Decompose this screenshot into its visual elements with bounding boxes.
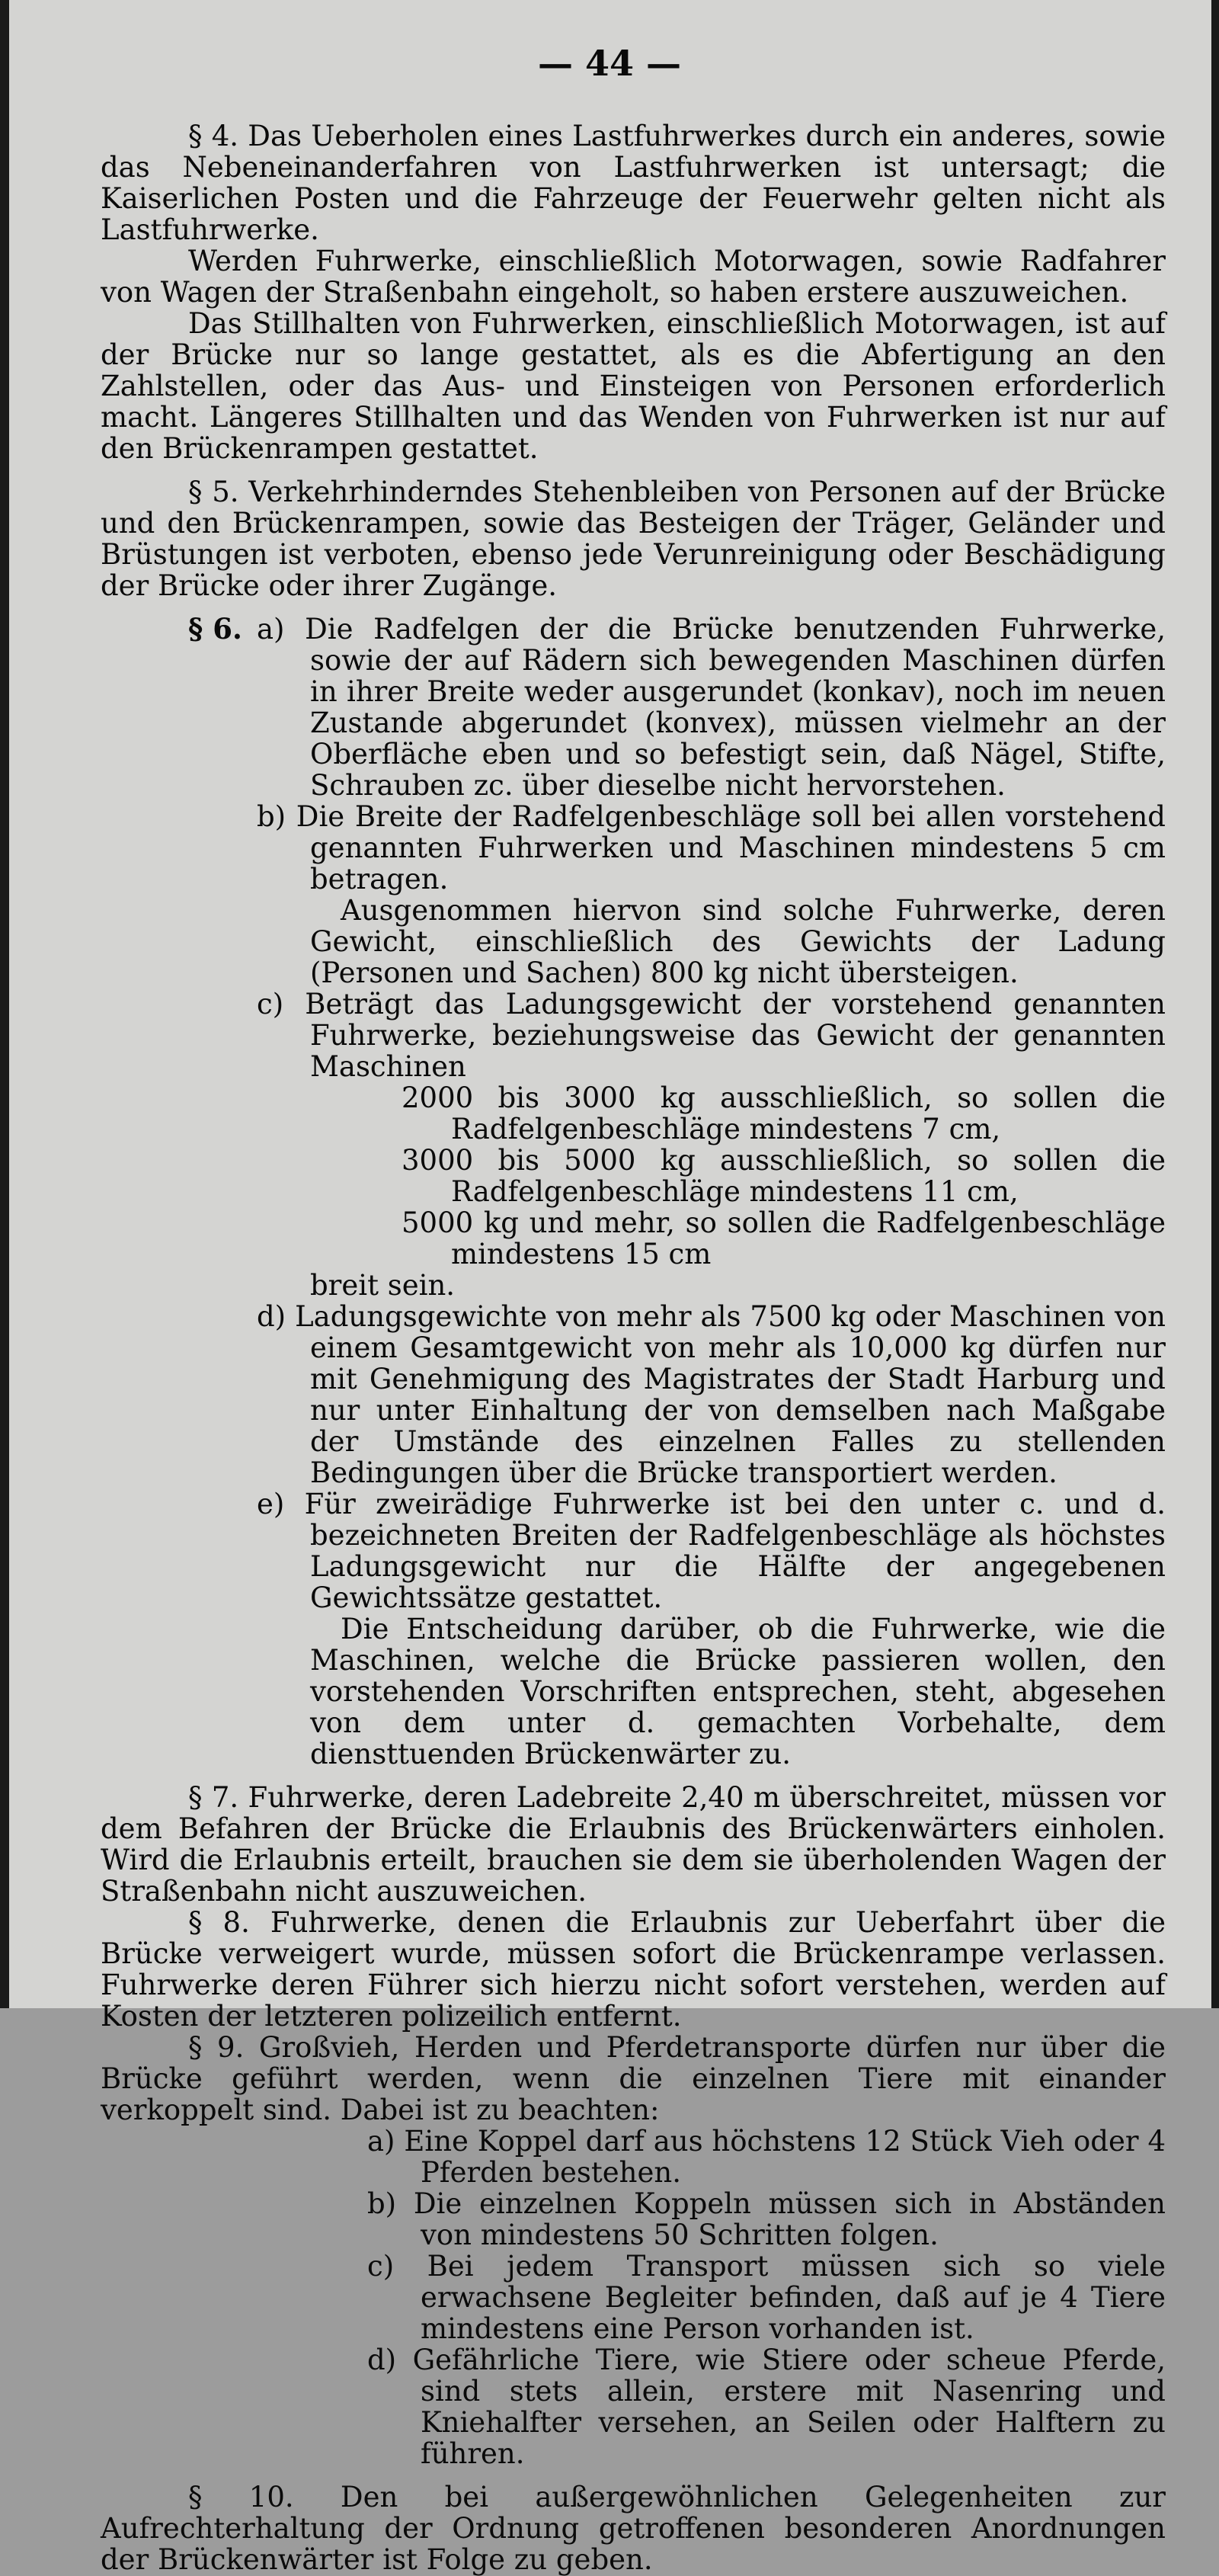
section-4-paragraph-2: Werden Fuhrwerke, einschließlich Motorwagen, sowie Radfahrer von Wagen der Straßenbahn eingeholt, so haben erstere auszuweichen. bbox=[101, 245, 1166, 309]
section-9-item-b: b) Die einzelnen Koppeln müssen sich in Abständen von mindestens 50 Schritten folgen. bbox=[367, 2187, 1166, 2251]
section-7-paragraph: § 7. Fuhrwerke, deren Ladebreite 2,40 m überschreitet, müssen vor dem Befahren der Brücke die Erlaubnis des Brückenwärters einholen. Wird die Erlaubnis erteilt, brauchen sie dem sie überholenden Wagen der Straßenbahn nicht auszuweichen. bbox=[101, 1781, 1166, 1908]
section-6-item-b-exception: Ausgenommen hiervon sind solche Fuhrwerke, deren Gewicht, einschließlich des Gewichts der Ladung (Personen und Sachen) 800 kg nicht übersteigen. bbox=[310, 894, 1166, 989]
scan-edge-left bbox=[0, 0, 9, 2008]
scan-edge-right bbox=[1211, 0, 1219, 2008]
section-6-item-d: d) Ladungsgewichte von mehr als 7500 kg oder Maschinen von einem Gesamtgewicht von mehr als 10,000 kg dürfen nur mit Genehmigung des Magistrates der Stadt Harburg und nur unter Einhaltung der von demselben nach Maßgabe der Umstände des einzelnen Falles zu stellenden Bedingungen über die Brücke transportiert werden. bbox=[257, 1300, 1166, 1489]
section-9-item-d: d) Gefährliche Tiere, wie Stiere oder scheue Pferde, sind stets allein, erstere mit Nasenring und Kniehalfter versehen, an Seilen oder Halftern zu führen. bbox=[367, 2344, 1166, 2470]
section-9-item-c: c) Bei jedem Transport müssen sich so viele erwachsene Begleiter befinden, daß auf je 4 Tiere mindestens eine Person vorhanden ist. bbox=[367, 2250, 1166, 2345]
page-number: — 44 — bbox=[537, 43, 682, 84]
section-6-item-c-tail: breit sein. bbox=[310, 1269, 456, 1302]
section-6-item-e-decision: Die Entscheidung darüber, ob die Fuhrwerke, wie die Maschinen, welche die Brücke passieren wollen, den vorstehenden Vorschriften entsprechen, steht, abgesehen von dem unter d. gemachten Vorbehalte, dem diensttuenden Brückenwärter zu. bbox=[310, 1613, 1166, 1770]
section-6-item-e: e) Für zweirädige Fuhrwerke ist bei den unter c. und d. bezeichneten Breiten der Radfelgenbeschläge als höchstes Ladungsgewicht nur die Hälfte der angegebenen Gewichtssätze gestattet. bbox=[257, 1488, 1166, 1614]
section-10-paragraph: § 10. Den bei außergewöhnlichen Gelegenheiten zur Aufrechterhaltung der Ordnung getroffenen besonderen Anordnungen der Brückenwärter ist Folge zu geben. bbox=[101, 2481, 1166, 2576]
section-6-weight-class-2: 3000 bis 5000 kg ausschließlich, so sollen die Radfelgenbeschläge mindestens 11 cm, bbox=[402, 1144, 1166, 1208]
section-5-paragraph: § 5. Verkehrhinderndes Stehenbleiben von Personen auf der Brücke und den Brückenrampen, sowie das Besteigen der Träger, Geländer und Brüstungen ist verboten, ebenso jede Verunreinigung oder Beschädigung der Brücke oder ihrer Zugänge. bbox=[101, 476, 1166, 602]
section-6-item-b: b) Die Breite der Radfelgenbeschläge soll bei allen vorstehend genannten Fuhrwerken und Maschinen mindestens 5 cm betragen. bbox=[257, 800, 1166, 896]
section-6-weight-class-3: 5000 kg und mehr, so sollen die Radfelgenbeschläge mindestens 15 cm bbox=[402, 1206, 1166, 1270]
document-body bbox=[101, 120, 1166, 2575]
section-6 bbox=[101, 614, 1166, 801]
section-9-paragraph: § 9. Großvieh, Herden und Pferdetransporte dürfen nur über die Brücke geführt werden, wenn die einzelnen Tiere mit einander verkoppelt sind. Dabei ist zu beachten: bbox=[101, 2031, 1166, 2126]
section-6-weight-class-1: 2000 bis 3000 kg ausschließlich, so sollen die Radfelgenbeschläge mindestens 7 cm, bbox=[402, 1081, 1166, 1145]
section-4-paragraph-3: Das Stillhalten von Fuhrwerken, einschließlich Motorwagen, ist auf der Brücke nur so lange gestattet, als es die Abfertigung an den Zahlstellen, oder das Aus- und Einsteigen von Personen erforderlich macht. Längeres Stillhalten und das Wenden von Fuhrwerken ist nur auf den Brückenrampen gestattet. bbox=[101, 307, 1166, 465]
section-6-item-a: a) Die Radfelgen der die Brücke benutzenden Fuhrwerke, sowie der auf Rädern sich bewegenden Maschinen dürfen in ihrer Breite weder ausgerundet (konkav), noch im neuen Zustande abgerundet (konvex), müssen vielmehr an der Oberfläche eben und so befestigt sein, daß Nägel, Stifte, Schrauben zc. über dieselbe nicht hervorstehen. bbox=[257, 613, 1166, 802]
section-6-label: § 6. bbox=[188, 612, 242, 646]
section-6-item-c: c) Beträgt das Ladungsgewicht der vorstehend genannten Fuhrwerke, beziehungsweise das Gewicht der genannten Maschinen bbox=[257, 988, 1166, 1083]
section-8-paragraph: § 8. Fuhrwerke, denen die Erlaubnis zur Ueberfahrt über die Brücke verweigert wurde, müssen sofort die Brückenrampe verlassen. Fuhrwerke deren Führer sich hierzu nicht sofort verstehen, werden auf Kosten der letzteren polizeilich entfernt. bbox=[101, 1906, 1166, 2033]
section-4-paragraph-1: § 4. Das Ueberholen eines Lastfuhrwerkes durch ein anderes, sowie das Nebeneinanderfahren von Lastfuhrwerken ist untersagt; die Kaiserlichen Posten und die Fahrzeuge der Feuerwehr gelten nicht als Lastfuhrwerke. bbox=[101, 120, 1166, 246]
section-9-item-a: a) Eine Koppel darf aus höchstens 12 Stück Vieh oder 4 Pferden bestehen. bbox=[367, 2125, 1166, 2189]
